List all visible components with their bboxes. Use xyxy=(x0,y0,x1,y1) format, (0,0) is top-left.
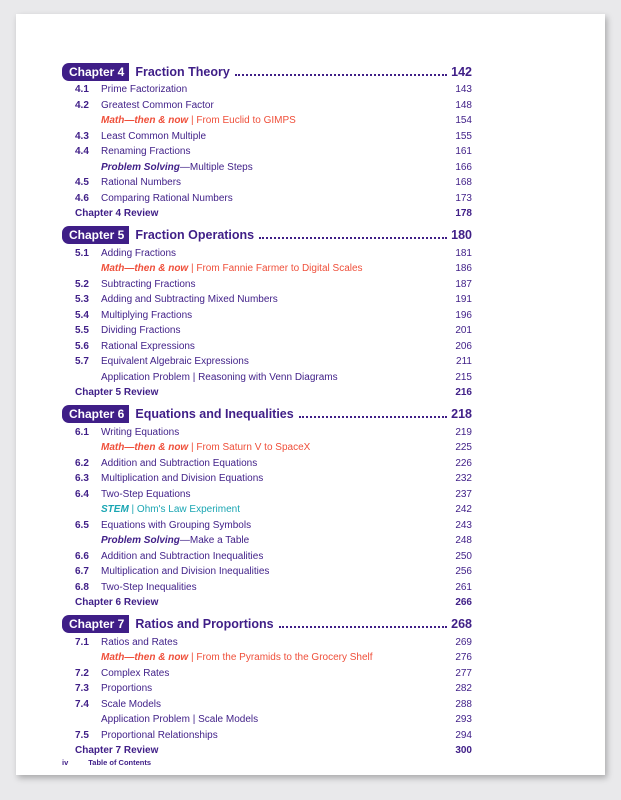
review-page: 300 xyxy=(455,745,472,757)
chapter-title: Equations and Inequalities xyxy=(135,407,294,421)
section-title: Rational Numbers xyxy=(101,177,182,189)
feature-page: 215 xyxy=(455,371,472,383)
toc-section[interactable] xyxy=(62,354,472,370)
feature-title xyxy=(101,162,432,173)
feature-tag: Math—then & now xyxy=(101,115,189,127)
section-number: 6.5 xyxy=(75,519,89,531)
feature-tag: Math—then & now xyxy=(101,442,189,454)
review-page: 178 xyxy=(455,208,472,220)
dot-leader xyxy=(235,74,447,76)
section-title: Adding Fractions xyxy=(101,247,177,259)
toc-section[interactable] xyxy=(62,175,472,191)
feature-entry[interactable] xyxy=(62,650,472,666)
section-number: 5.4 xyxy=(75,309,89,321)
section-page: 256 xyxy=(455,566,472,578)
section-page: 211 xyxy=(456,356,472,368)
section-page: 173 xyxy=(455,192,472,204)
feature-entry[interactable] xyxy=(62,502,472,518)
section-number: 6.8 xyxy=(75,581,89,593)
section-page: 201 xyxy=(455,325,472,337)
section-page: 282 xyxy=(455,683,472,695)
toc-section[interactable] xyxy=(62,246,472,262)
chapter-page: 218 xyxy=(451,407,472,421)
toc-section[interactable] xyxy=(62,697,472,713)
chapter-title: Fraction Theory xyxy=(135,64,230,79)
section-title: Two-Step Equations xyxy=(101,488,191,500)
feature-tag: STEM xyxy=(101,504,129,516)
feature-title xyxy=(101,263,432,274)
toc-section[interactable] xyxy=(62,277,472,293)
section-number: 4.4 xyxy=(75,146,89,158)
toc-section[interactable] xyxy=(62,580,472,596)
section-title: Scale Models xyxy=(101,698,162,710)
section-page: 219 xyxy=(455,426,472,438)
section-title: Greatest Common Factor xyxy=(101,99,214,111)
feature-page: 248 xyxy=(455,535,472,547)
section-number: 4.3 xyxy=(75,130,89,142)
section-page: 168 xyxy=(455,177,472,189)
feature-entry[interactable] xyxy=(62,370,472,386)
feature-title xyxy=(101,504,432,515)
feature-tag: Problem Solving xyxy=(101,161,180,173)
feature-text: | From Saturn V to SpaceX xyxy=(188,442,311,454)
section-title: Ratios and Rates xyxy=(101,636,178,648)
chapter-title: Fraction Operations xyxy=(135,228,255,242)
toc-section[interactable] xyxy=(62,681,472,697)
toc-section[interactable] xyxy=(62,487,472,503)
feature-text: | From Euclid to GIMPS xyxy=(188,115,296,127)
section-number: 5.2 xyxy=(75,278,89,290)
section-page: 187 xyxy=(455,278,472,290)
section-title: Renaming Fractions xyxy=(101,146,191,158)
section-page: 181 xyxy=(455,247,472,259)
section-page: 269 xyxy=(455,636,472,648)
feature-text: —Make a Table xyxy=(179,535,250,547)
section-title: Prime Factorization xyxy=(101,84,188,96)
section-title: Comparing Rational Numbers xyxy=(101,192,233,204)
chapter-review[interactable] xyxy=(62,595,472,611)
toc-section[interactable] xyxy=(62,666,472,682)
feature-title xyxy=(101,115,432,126)
section-title: Proportional Relationships xyxy=(101,729,218,741)
feature-page: 242 xyxy=(455,504,472,516)
chapter-review[interactable] xyxy=(62,206,472,222)
section-number: 6.2 xyxy=(75,457,89,469)
feature-text: | From Fannie Farmer to Digital Scales xyxy=(188,263,363,275)
toc-section[interactable] xyxy=(62,549,472,565)
section-title: Addition and Subtraction Equations xyxy=(101,457,258,469)
chapter-heading[interactable] xyxy=(62,614,472,635)
review-page: 216 xyxy=(455,387,472,399)
chapter-heading[interactable] xyxy=(62,61,472,82)
feature-title xyxy=(101,372,432,383)
feature-page: 293 xyxy=(455,714,472,726)
section-page: 237 xyxy=(455,488,472,500)
toc-section[interactable] xyxy=(62,191,472,207)
section-page: 261 xyxy=(455,581,472,593)
section-number: 5.7 xyxy=(75,356,89,368)
chapter-review[interactable] xyxy=(62,743,472,759)
section-title: Subtracting Fractions xyxy=(101,278,196,290)
section-title: Two-Step Inequalities xyxy=(101,581,197,593)
toc-section[interactable] xyxy=(62,635,472,651)
chapter-label: Chapter 6 xyxy=(62,405,129,423)
feature-title xyxy=(101,442,432,453)
section-title: Writing Equations xyxy=(101,426,180,438)
feature-page: 166 xyxy=(455,161,472,173)
section-title: Proportions xyxy=(101,683,153,695)
section-number: 6.4 xyxy=(75,488,89,500)
section-title: Addition and Subtraction Inequalities xyxy=(101,550,264,562)
section-number: 5.3 xyxy=(75,294,89,306)
dot-leader xyxy=(279,626,448,628)
section-number: 6.7 xyxy=(75,566,89,578)
toc-section[interactable] xyxy=(62,471,472,487)
table-of-contents xyxy=(62,61,472,759)
section-page: 250 xyxy=(455,550,472,562)
chapter-title: Ratios and Proportions xyxy=(135,617,274,631)
section-title: Multiplication and Division Inequalities xyxy=(101,566,270,578)
section-page: 243 xyxy=(455,519,472,531)
section-number: 4.5 xyxy=(75,177,89,189)
footer-page-number: iv xyxy=(62,758,69,767)
toc-section[interactable] xyxy=(62,728,472,744)
section-number: 6.3 xyxy=(75,473,89,485)
section-page: 206 xyxy=(455,340,472,352)
section-title: Rational Expressions xyxy=(101,340,195,352)
toc-section[interactable] xyxy=(62,98,472,114)
chapter-label: Chapter 7 xyxy=(62,615,129,633)
chapter-heading[interactable] xyxy=(62,225,472,246)
section-title: Equations with Grouping Symbols xyxy=(101,519,252,531)
section-page: 294 xyxy=(455,729,472,741)
feature-entry[interactable] xyxy=(62,440,472,456)
dot-leader xyxy=(259,237,447,239)
section-number: 7.2 xyxy=(75,667,89,679)
chapter-label: Chapter 4 xyxy=(62,63,129,81)
feature-entry[interactable] xyxy=(62,261,472,277)
chapter-page: 268 xyxy=(451,617,472,631)
feature-text: —Multiple Steps xyxy=(179,161,253,173)
section-number: 7.3 xyxy=(75,683,89,695)
toc-section[interactable] xyxy=(62,82,472,98)
section-title: Multiplying Fractions xyxy=(101,309,193,321)
section-number: 5.1 xyxy=(75,247,89,259)
section-number: 6.1 xyxy=(75,426,89,438)
toc-section[interactable] xyxy=(62,144,472,160)
section-title: Least Common Multiple xyxy=(101,130,207,142)
feature-entry[interactable] xyxy=(62,533,472,549)
chapter-page: 180 xyxy=(451,228,472,242)
section-page: 191 xyxy=(455,294,472,306)
toc-section[interactable] xyxy=(62,564,472,580)
section-number: 7.4 xyxy=(75,698,89,710)
feature-text: | Ohm's Law Experiment xyxy=(128,504,240,516)
feature-title xyxy=(101,714,432,725)
section-title: Complex Rates xyxy=(101,667,170,679)
section-page: 196 xyxy=(455,309,472,321)
review-title: Chapter 6 Review xyxy=(75,597,159,609)
review-title: Chapter 7 Review xyxy=(75,745,159,757)
section-title: Multiplication and Division Equations xyxy=(101,473,264,485)
review-title: Chapter 5 Review xyxy=(75,387,159,399)
toc-section[interactable] xyxy=(62,292,472,308)
feature-tag: Problem Solving xyxy=(101,535,180,547)
feature-page: 276 xyxy=(455,652,472,664)
section-page: 226 xyxy=(455,457,472,469)
toc-section[interactable] xyxy=(62,339,472,355)
section-number: 5.6 xyxy=(75,340,89,352)
section-title: Equivalent Algebraic Expressions xyxy=(101,356,249,368)
section-number: 4.2 xyxy=(75,99,89,111)
section-title: Dividing Fractions xyxy=(101,325,181,337)
feature-text: | From the Pyramids to the Grocery Shelf xyxy=(188,652,373,664)
feature-title xyxy=(101,652,432,663)
feature-tag: Math—then & now xyxy=(101,263,189,275)
section-page: 148 xyxy=(455,99,472,111)
toc-section[interactable] xyxy=(62,518,472,534)
feature-entry[interactable] xyxy=(62,113,472,129)
section-page: 155 xyxy=(455,130,472,142)
feature-text: Application Problem | Scale Models xyxy=(101,714,259,726)
feature-page: 154 xyxy=(455,115,472,127)
review-title: Chapter 4 Review xyxy=(75,208,159,220)
section-page: 161 xyxy=(455,146,472,158)
section-number: 6.6 xyxy=(75,550,89,562)
feature-title xyxy=(101,535,432,546)
section-number: 7.5 xyxy=(75,729,89,741)
feature-entry[interactable] xyxy=(62,160,472,176)
chapter-page: 142 xyxy=(451,64,472,79)
toc-section[interactable] xyxy=(62,456,472,472)
chapter-label: Chapter 5 xyxy=(62,226,129,244)
section-number: 4.6 xyxy=(75,192,89,204)
section-title: Adding and Subtracting Mixed Numbers xyxy=(101,294,278,306)
feature-tag: Math—then & now xyxy=(101,652,189,664)
toc-section[interactable] xyxy=(62,425,472,441)
section-page: 277 xyxy=(455,667,472,679)
toc-section[interactable] xyxy=(62,323,472,339)
review-page: 266 xyxy=(455,597,472,609)
book-page xyxy=(16,14,605,775)
page-footer xyxy=(62,758,151,767)
section-number: 4.1 xyxy=(75,84,89,96)
toc-section[interactable] xyxy=(62,308,472,324)
chapter-heading[interactable] xyxy=(62,404,472,425)
section-page: 288 xyxy=(455,698,472,710)
dot-leader xyxy=(299,416,447,418)
feature-page: 225 xyxy=(455,442,472,454)
section-number: 5.5 xyxy=(75,325,89,337)
chapter-review[interactable] xyxy=(62,385,472,401)
feature-entry[interactable] xyxy=(62,712,472,728)
section-page: 232 xyxy=(455,473,472,485)
toc-section[interactable] xyxy=(62,129,472,145)
section-page: 143 xyxy=(455,84,472,96)
feature-text: Application Problem | Reasoning with Venn Diagrams xyxy=(101,371,338,383)
feature-page: 186 xyxy=(455,263,472,275)
footer-label: Table of Contents xyxy=(88,758,152,767)
section-number: 7.1 xyxy=(75,636,89,648)
